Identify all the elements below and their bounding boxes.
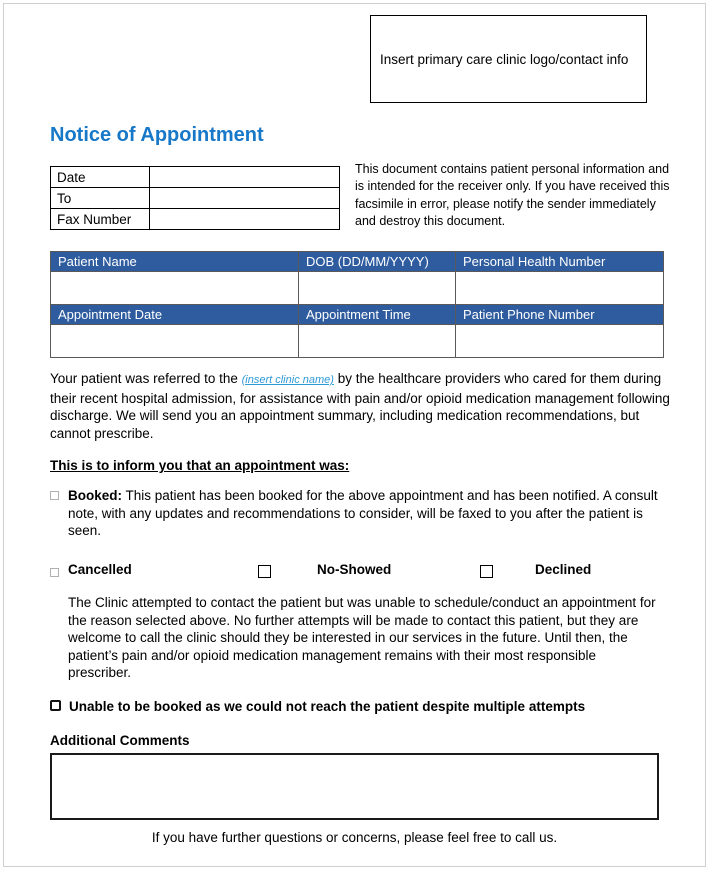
fax-number-label: Fax Number xyxy=(51,209,150,230)
referral-paragraph xyxy=(50,370,672,442)
appointment-time-header: Appointment Time xyxy=(299,305,456,325)
patient-phone-number-header: Patient Phone Number xyxy=(456,305,664,325)
fax-row-fax-number xyxy=(51,209,340,230)
patient-phone-number-value-cell[interactable] xyxy=(456,325,664,358)
patient-table-header-row-1 xyxy=(51,252,664,272)
declined-label: Declined xyxy=(535,562,592,577)
confidentiality-notice: This document contains patient personal information and is intended for the receiver only. If you have received this facsimile in error, please notify the sender immediately and destroy this document. xyxy=(355,162,670,229)
patient-name-header: Patient Name xyxy=(51,252,299,272)
to-value-cell[interactable] xyxy=(150,188,340,209)
insert-clinic-name-link[interactable]: (insert clinic name) xyxy=(241,374,334,386)
clinic-logo-placeholder-text: Insert primary care clinic logo/contact info xyxy=(380,51,629,67)
booked-checkbox[interactable] xyxy=(50,491,59,500)
patient-info-table xyxy=(50,251,664,358)
patient-name-value-cell[interactable] xyxy=(51,272,299,305)
fax-row-date xyxy=(51,167,340,188)
appointment-date-header: Appointment Date xyxy=(51,305,299,325)
personal-health-number-value-cell[interactable] xyxy=(456,272,664,305)
date-value-cell[interactable] xyxy=(150,167,340,188)
reason-paragraph: The Clinic attempted to contact the patient but was unable to schedule/conduct an appointment for the reason selected above. No further attempts will be made to contact this patient, but they are welcome to call the clinic should they be interested in our services in the future. Until then, the patient’s pain and/or opioid medication management remains with their most responsible prescriber. xyxy=(68,595,656,681)
additional-comments-label: Additional Comments xyxy=(50,733,190,748)
unable-option xyxy=(50,698,672,716)
appointment-date-value-cell[interactable] xyxy=(51,325,299,358)
fax-info-table xyxy=(50,166,340,230)
declined-checkbox[interactable] xyxy=(480,565,493,578)
footer-note: If you have further questions or concerns, please feel free to call us. xyxy=(151,830,558,845)
referral-text-after: by the healthcare providers who cared for them during their recent hospital admission, for assistance with pain and/or opioid medication management following discharge. We will send you an appointment summary, including medication recommendations, but cannot prescribe. xyxy=(50,371,670,441)
patient-table-header-row-2 xyxy=(51,305,664,325)
unable-checkbox[interactable] xyxy=(50,700,61,711)
date-label: Date xyxy=(51,167,150,188)
cancelled-label: Cancelled xyxy=(68,562,132,577)
no-showed-label: No-Showed xyxy=(317,562,392,577)
inform-heading xyxy=(50,458,349,473)
dob-value-cell[interactable] xyxy=(299,272,456,305)
unable-label: Unable to be booked as we could not reach the patient despite multiple attempts xyxy=(69,699,586,714)
cancelled-checkbox[interactable] xyxy=(50,568,59,577)
to-label: To xyxy=(51,188,150,209)
referral-text-before: Your patient was referred to the xyxy=(50,371,242,386)
booked-description: This patient has been booked for the above appointment and has been notified. A consult note, with any updates and recommendations to consider, will be faxed to you after the patient is seen. xyxy=(68,488,658,539)
patient-table-values-row-2 xyxy=(51,325,664,358)
no-showed-checkbox[interactable] xyxy=(258,565,271,578)
personal-health-number-header: Personal Health Number xyxy=(456,252,664,272)
dob-header: DOB (DD/MM/YYYY) xyxy=(299,252,456,272)
document-title: Notice of Appointment xyxy=(50,124,264,146)
status-options-row xyxy=(0,561,709,585)
booked-text xyxy=(68,487,664,540)
patient-table-values-row-1 xyxy=(51,272,664,305)
fax-number-value-cell[interactable] xyxy=(150,209,340,230)
appointment-time-value-cell[interactable] xyxy=(299,325,456,358)
booked-option xyxy=(50,487,664,540)
fax-row-to xyxy=(51,188,340,209)
clinic-logo-placeholder-box xyxy=(370,15,647,103)
additional-comments-box[interactable] xyxy=(50,753,659,820)
inform-heading-text: This is to inform you that an appointment was: xyxy=(50,458,350,473)
booked-label: Booked: xyxy=(68,488,122,503)
